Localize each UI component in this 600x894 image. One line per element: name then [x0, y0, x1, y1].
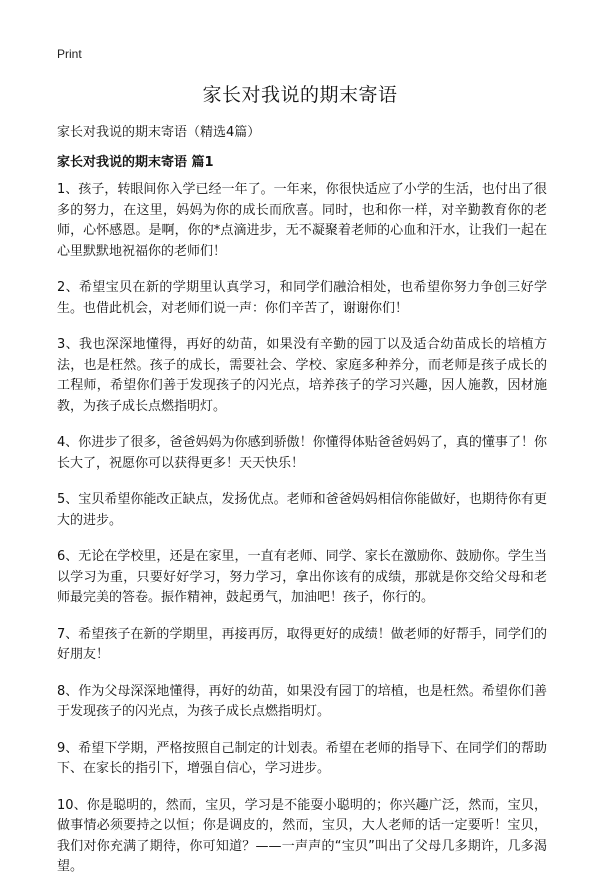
paragraph-3: 3、我也深深地懂得，再好的幼苗，如果没有辛勤的园丁以及适合幼苗成长的培植方法，也是枉然。孩子的成长，需要社会、学校、家庭多种养分，而老师是孩子成长的工程师，希望你们善于发现孩子的闪光点，培养孩子的学习兴趣，因人施教，因材施教，为孩子成长点燃指明灯。 — [57, 337, 547, 414]
paragraph-8: 8、作为父母深深地懂得，再好的幼苗，如果没有园丁的培植，也是枉然。希望你们善于发现孩子的闪光点，为孩子成长点燃指明灯。 — [57, 683, 547, 719]
paragraph-2: 2、希望宝贝在新的学期里认真学习，和同学们融洽相处，也希望你努力争创三好学生。也借此机会，对老师们说一声：你们辛苦了，谢谢你们！ — [57, 280, 547, 316]
paragraph-6: 6、无论在学校里，还是在家里，一直有老师、同学、家长在激励你、鼓励你。学生当以学习为重，只要好好学习，努力学习，拿出你该有的成绩，那就是你交给父母和老师最完美的答卷。振作精神，鼓起勇气，加油吧！孩子，你行的。 — [57, 549, 547, 605]
paragraph-10: 10、你是聪明的，然而，宝贝，学习是不能耍小聪明的；你兴趣广泛，然而，宝贝，做事情必须要持之以恒；你是调皮的，然而，宝贝，大人老师的话一定要听！宝贝，我们对你充满了期待，你可知道？——一声声的“宝贝”叫出了父母几多期许，几多渴望。 — [57, 797, 547, 874]
paragraph-7: 7、希望孩子在新的学期里，再接再厉，取得更好的成绩！做老师的好帮手，同学们的好朋友！ — [57, 626, 547, 662]
section-heading: 家长对我说的期末寄语 篇1 — [57, 155, 214, 170]
paragraph-4: 4、你进步了很多，爸爸妈妈为你感到骄傲！你懂得体贴爸爸妈妈了，真的懂事了！你长大了，祝愿你可以获得更多！天天快乐！ — [57, 435, 547, 471]
document-subtitle: 家长对我说的期末寄语（精选4篇） — [57, 125, 261, 140]
document-title: 家长对我说的期末寄语 — [202, 84, 398, 106]
print-label[interactable]: Print — [57, 47, 82, 61]
paragraph-9: 9、希望下学期，严格按照自己制定的计划表。希望在老师的指导下、在同学们的帮助下、在家长的指引下，增强自信心，学习进步。 — [57, 740, 547, 776]
paragraph-1: 1、孩子，转眼间你入学已经一年了。一年来，你很快适应了小学的生活，也付出了很多的努力，在这里，妈妈为你的成长而欣喜。同时，也和你一样，对辛勤教育你的老师，心怀感恩。是啊，你的*点滴进步，无不凝聚着老师的心血和汗水，让我们一起在心里默默地祝福你的老师们！ — [57, 182, 547, 259]
paragraph-list — [57, 180, 547, 894]
paragraph-5: 5、宝贝希望你能改正缺点，发扬优点。老师和爸爸妈妈相信你能做好，也期待你有更大的进步。 — [57, 492, 547, 528]
